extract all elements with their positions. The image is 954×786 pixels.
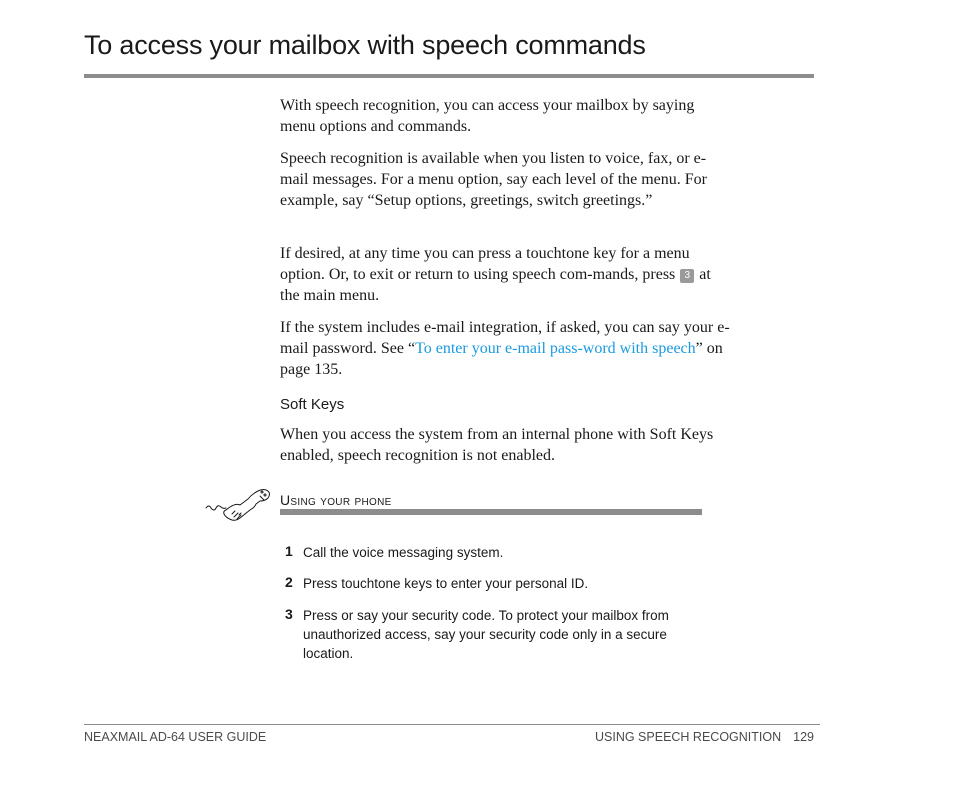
email-password-link[interactable]: To enter your e-mail pass-word with speech (415, 340, 696, 357)
touchtone-text-after: at the main menu. (280, 266, 711, 304)
footer-rule (84, 724, 820, 725)
step-text: Press or say your security code. To protect your mailbox from unauthorized access, say your security code only in a secure location. (303, 608, 669, 661)
email-text-after: ” on page 135. (280, 340, 723, 378)
page-number: 129 (793, 730, 814, 744)
intro-paragraph: With speech recognition, you can access your mailbox by saying menu options and commands. (280, 97, 695, 135)
telephone-handset-icon (204, 484, 276, 528)
availability-paragraph: Speech recognition is available when you listen to voice, fax, or e-mail messages. For a menu option, say each level of the menu. For example, say “Setup options, greetings, switch greetings.” (280, 150, 708, 209)
step-number: 3 (285, 606, 293, 622)
soft-keys-heading: Soft Keys (280, 396, 345, 413)
email-paragraph (280, 317, 730, 380)
soft-keys-paragraph: When you access the system from an internal phone with Soft Keys enabled, speech recognition is not enabled. (280, 426, 714, 464)
step-number: 2 (285, 574, 293, 590)
page-title: To access your mailbox with speech commands (84, 30, 646, 60)
footer-chapter-title: USING SPEECH RECOGNITION (595, 730, 782, 744)
key-3-badge: 3 (680, 269, 694, 283)
email-text-before: If the system includes e-mail integration, if asked, you can say your e-mail password. See “ (280, 319, 730, 357)
title-rule (84, 74, 814, 78)
step-text: Press touchtone keys to enter your personal ID. (303, 576, 589, 591)
footer-guide-title: NEAXMAIL AD-64 USER GUIDE (84, 730, 267, 744)
touchtone-text-before: If desired, at any time you can press a touchtone key for a menu option. Or, to exit or return to using speech com-mands, press (280, 245, 690, 283)
touchtone-paragraph (280, 243, 730, 306)
section-rule (280, 509, 702, 515)
step-number: 1 (285, 543, 293, 559)
section-heading: Using your phone (280, 492, 392, 508)
step-text: Call the voice messaging system. (303, 545, 504, 560)
footer-chapter (595, 730, 814, 744)
